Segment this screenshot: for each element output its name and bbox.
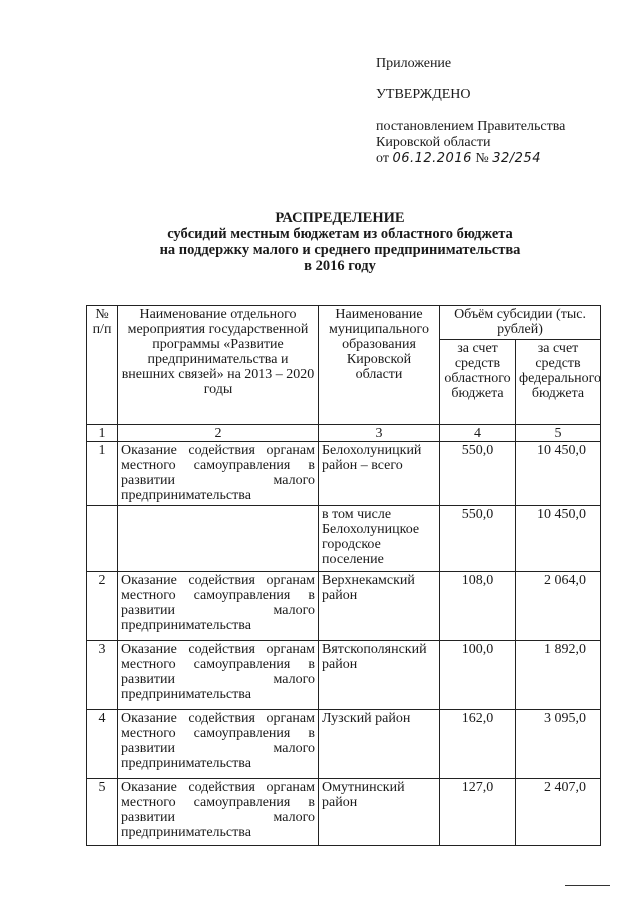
doc-subtitle-1: субсидий местным бюджетам из областного бюджета xyxy=(167,226,513,242)
date-prefix: от xyxy=(376,151,389,166)
date-value: 06.12.2016 xyxy=(392,151,472,166)
row-num: 5 xyxy=(87,779,118,846)
number-value: 32/254 xyxy=(492,151,541,166)
row-federal: 1 892,0 xyxy=(516,641,601,710)
page-corner-mark xyxy=(565,885,610,886)
doc-subtitle-3: в 2016 году xyxy=(304,258,376,274)
row-municipality: Вятскополянский район xyxy=(319,641,440,710)
approval-block xyxy=(376,56,565,167)
col-number: 4 xyxy=(440,425,516,442)
row-regional: 550,0 xyxy=(440,442,516,506)
col-number: 1 xyxy=(87,425,118,442)
header-federal: за счет средств федерального бюджета xyxy=(516,340,601,425)
table-row xyxy=(87,779,601,846)
row-num: 2 xyxy=(87,572,118,641)
header-event: Наименование отдельного мероприятия государственной программы «Развитие предпринимательства и внешних связей» на 2013 – 2020 годы xyxy=(118,306,319,425)
row-federal: 10 450,0 xyxy=(516,506,601,572)
decree-line-1: постановлением Правительства xyxy=(376,119,566,134)
row-federal: 2 407,0 xyxy=(516,779,601,846)
col-number: 3 xyxy=(319,425,440,442)
doc-subtitle-2: на поддержку малого и среднего предпринимательства xyxy=(159,242,521,258)
header-regional: за счет средств областного бюджета xyxy=(440,340,516,425)
row-num xyxy=(87,506,118,572)
row-regional: 550,0 xyxy=(440,506,516,572)
row-municipality: Омутнинский район xyxy=(319,779,440,846)
header-volume: Объём субсидии (тыс. рублей) xyxy=(440,306,601,340)
decree-date-line xyxy=(376,151,565,167)
appendix-label: Приложение xyxy=(376,56,452,71)
col-number: 5 xyxy=(516,425,601,442)
row-regional: 162,0 xyxy=(440,710,516,779)
subsidy-table xyxy=(86,305,601,846)
row-municipality: Лузский район xyxy=(319,710,440,779)
row-municipality: Белохолуницкий район – всего xyxy=(319,442,440,506)
row-event: Оказание содействия органам местного самоуправления в развитии малого предпринимательства xyxy=(118,442,319,506)
row-federal: 3 095,0 xyxy=(516,710,601,779)
approved-label: УТВЕРЖДЕНО xyxy=(376,87,471,102)
row-municipality: Верхнекамский район xyxy=(319,572,440,641)
row-event: Оказание содействия органам местного самоуправления в развитии малого предпринимательства xyxy=(118,710,319,779)
decree-line-2: Кировской области xyxy=(376,135,491,150)
doc-title: РАСПРЕДЕЛЕНИЕ xyxy=(275,210,405,226)
col-number: 2 xyxy=(118,425,319,442)
header-num: № п/п xyxy=(87,306,118,425)
table-row xyxy=(87,641,601,710)
table-row xyxy=(87,710,601,779)
header-row-1 xyxy=(87,306,601,340)
column-numbers-row xyxy=(87,425,601,442)
number-prefix: № xyxy=(475,151,489,166)
row-regional: 100,0 xyxy=(440,641,516,710)
row-event: Оказание содействия органам местного самоуправления в развитии малого предпринимательства xyxy=(118,641,319,710)
row-regional: 108,0 xyxy=(440,572,516,641)
table-row xyxy=(87,442,601,506)
header-municipality: Наименование муниципального образования Кировской области xyxy=(319,306,440,425)
row-municipality: в том числе Белохолуницкое городское поселение xyxy=(319,506,440,572)
row-federal: 2 064,0 xyxy=(516,572,601,641)
row-event xyxy=(118,506,319,572)
row-federal: 10 450,0 xyxy=(516,442,601,506)
table-row xyxy=(87,572,601,641)
row-regional: 127,0 xyxy=(440,779,516,846)
row-event: Оказание содействия органам местного самоуправления в развитии малого предпринимательства xyxy=(118,572,319,641)
row-num: 4 xyxy=(87,710,118,779)
row-event: Оказание содействия органам местного самоуправления в развитии малого предпринимательства xyxy=(118,779,319,846)
row-num: 3 xyxy=(87,641,118,710)
row-num: 1 xyxy=(87,442,118,506)
table-row xyxy=(87,506,601,572)
